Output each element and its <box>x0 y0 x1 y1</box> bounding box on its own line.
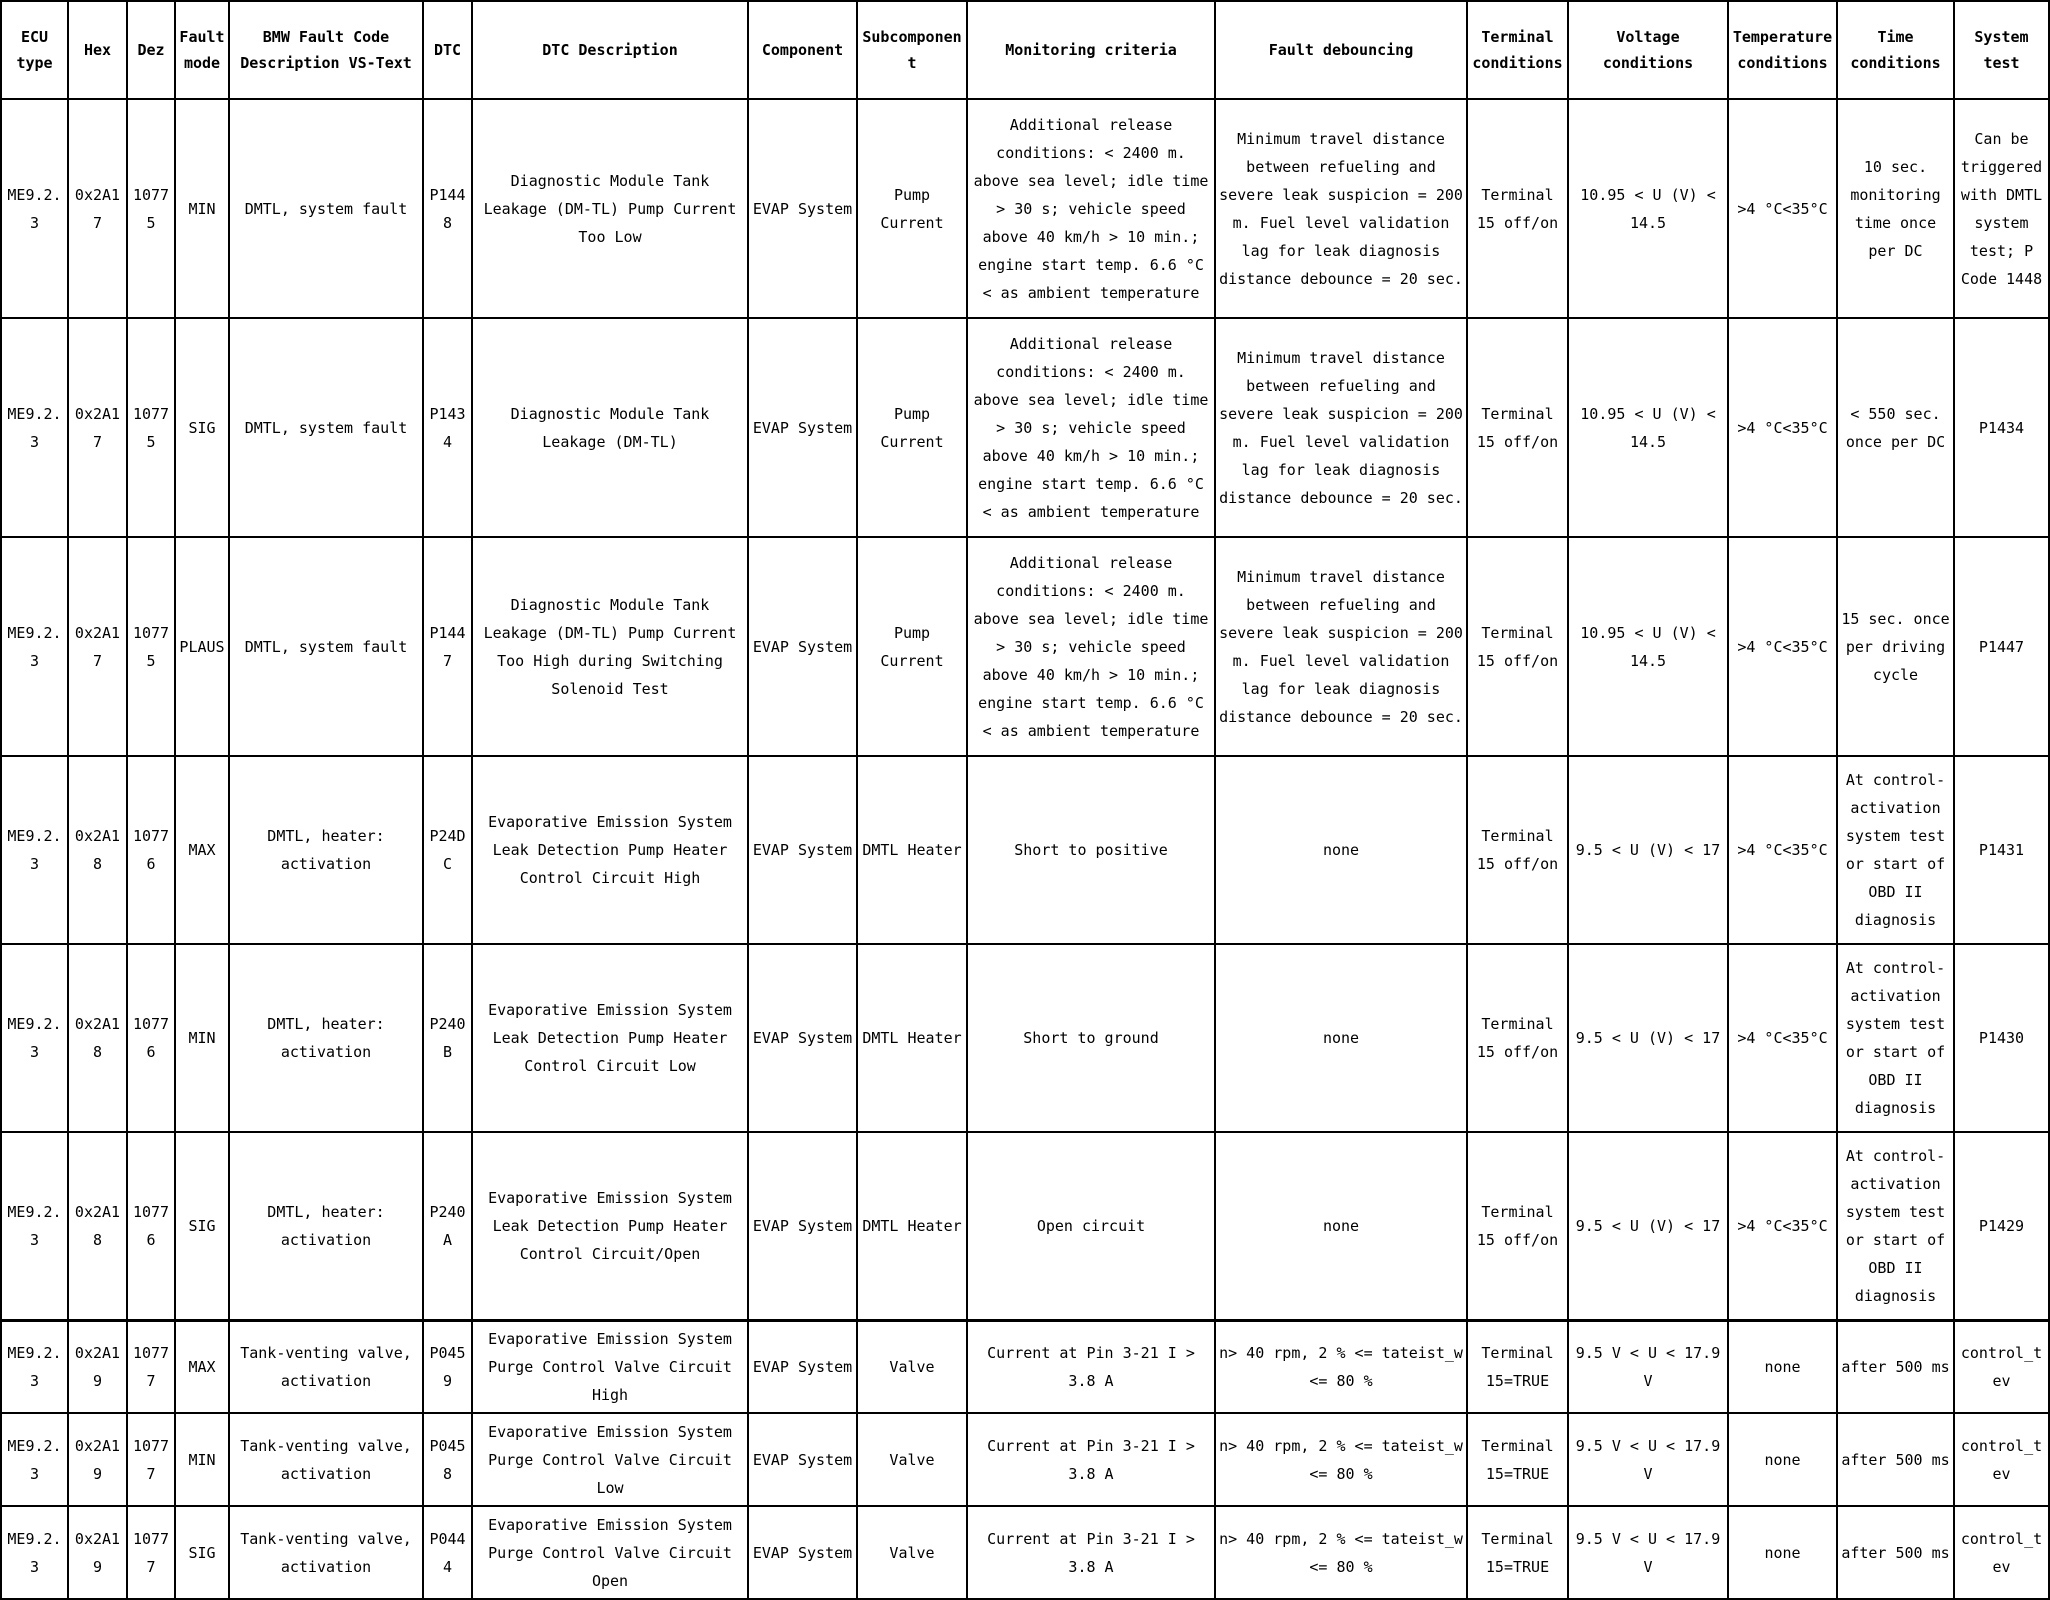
cell-time-conditions: after 500 ms <box>1837 1320 1954 1413</box>
cell-monitoring-criteria: Current at Pin 3-21 I > 3.8 A <box>967 1506 1215 1599</box>
cell-fault-debouncing: n> 40 rpm, 2 % <= tateist_w <= 80 % <box>1215 1413 1467 1506</box>
cell-fault-debouncing: Minimum travel distance between refueling and severe leak suspicion = 200 m. Fuel level validation lag for leak diagnosis distance debounce = 20 sec. <box>1215 537 1467 756</box>
cell-temperature-conditions: >4 °C<35°C <box>1728 318 1837 537</box>
header-system-test: System test <box>1954 1 2049 99</box>
cell-system-test: control_tev <box>1954 1413 2049 1506</box>
header-component: Component <box>748 1 857 99</box>
table-row <box>1 1506 2049 1599</box>
cell-subcomponent: DMTL Heater <box>857 1132 967 1320</box>
cell-ecu-type: ME9.2.3 <box>1 99 68 318</box>
cell-dtc-description: Diagnostic Module Tank Leakage (DM-TL) Pump Current Too High during Switching Solenoid Test <box>472 537 748 756</box>
cell-voltage-conditions: 9.5 < U (V) < 17 <box>1568 1132 1728 1320</box>
cell-component: EVAP System <box>748 1132 857 1320</box>
cell-component: EVAP System <box>748 537 857 756</box>
cell-component: EVAP System <box>748 99 857 318</box>
cell-dtc-description: Evaporative Emission System Leak Detection Pump Heater Control Circuit/Open <box>472 1132 748 1320</box>
cell-monitoring-criteria: Short to ground <box>967 944 1215 1132</box>
cell-hex: 0x2A18 <box>68 756 127 944</box>
cell-ecu-type: ME9.2.3 <box>1 1413 68 1506</box>
cell-voltage-conditions: 10.95 < U (V) < 14.5 <box>1568 318 1728 537</box>
cell-temperature-conditions: >4 °C<35°C <box>1728 756 1837 944</box>
header-voltage-conditions: Voltage conditions <box>1568 1 1728 99</box>
cell-subcomponent: Pump Current <box>857 537 967 756</box>
cell-terminal-conditions: Terminal 15 off/on <box>1467 944 1568 1132</box>
header-hex: Hex <box>68 1 127 99</box>
cell-bmw-description: DMTL, heater: activation <box>229 1132 423 1320</box>
table-row <box>1 318 2049 537</box>
cell-system-test: P1434 <box>1954 318 2049 537</box>
cell-terminal-conditions: Terminal 15 off/on <box>1467 318 1568 537</box>
cell-fault-mode: SIG <box>175 318 229 537</box>
cell-dtc-description: Diagnostic Module Tank Leakage (DM-TL) Pump Current Too Low <box>472 99 748 318</box>
cell-dtc: P24DC <box>423 756 472 944</box>
cell-system-test: Can be triggered with DMTL system test; P Code 1448 <box>1954 99 2049 318</box>
header-time-conditions: Time conditions <box>1837 1 1954 99</box>
cell-ecu-type: ME9.2.3 <box>1 756 68 944</box>
cell-system-test: control_tev <box>1954 1506 2049 1599</box>
cell-dtc: P240A <box>423 1132 472 1320</box>
cell-monitoring-criteria: Current at Pin 3-21 I > 3.8 A <box>967 1320 1215 1413</box>
cell-dez: 10775 <box>127 318 175 537</box>
cell-dtc: P1434 <box>423 318 472 537</box>
cell-hex: 0x2A18 <box>68 944 127 1132</box>
cell-temperature-conditions: >4 °C<35°C <box>1728 537 1837 756</box>
cell-system-test: P1447 <box>1954 537 2049 756</box>
cell-monitoring-criteria: Additional release conditions: < 2400 m. above sea level; idle time > 30 s; vehicle speed above 40 km/h > 10 min.; engine start temp. 6.6 °C < as ambient temperature <box>967 318 1215 537</box>
cell-terminal-conditions: Terminal 15=TRUE <box>1467 1320 1568 1413</box>
cell-time-conditions: after 500 ms <box>1837 1413 1954 1506</box>
cell-monitoring-criteria: Additional release conditions: < 2400 m. above sea level; idle time > 30 s; vehicle speed above 40 km/h > 10 min.; engine start temp. 6.6 °C < as ambient temperature <box>967 537 1215 756</box>
cell-fault-debouncing: n> 40 rpm, 2 % <= tateist_w <= 80 % <box>1215 1506 1467 1599</box>
cell-monitoring-criteria: Open circuit <box>967 1132 1215 1320</box>
cell-component: EVAP System <box>748 1320 857 1413</box>
cell-dez: 10777 <box>127 1320 175 1413</box>
cell-subcomponent: Pump Current <box>857 99 967 318</box>
cell-fault-mode: SIG <box>175 1506 229 1599</box>
table-row <box>1 756 2049 944</box>
table-row <box>1 537 2049 756</box>
cell-bmw-description: Tank-venting valve, activation <box>229 1506 423 1599</box>
cell-dez: 10777 <box>127 1413 175 1506</box>
cell-fault-debouncing: none <box>1215 1132 1467 1320</box>
header-terminal-conditions: Terminal conditions <box>1467 1 1568 99</box>
cell-dez: 10775 <box>127 537 175 756</box>
cell-bmw-description: DMTL, heater: activation <box>229 944 423 1132</box>
cell-dtc-description: Diagnostic Module Tank Leakage (DM-TL) <box>472 318 748 537</box>
cell-terminal-conditions: Terminal 15 off/on <box>1467 537 1568 756</box>
cell-fault-debouncing: none <box>1215 756 1467 944</box>
cell-dtc: P1447 <box>423 537 472 756</box>
cell-monitoring-criteria: Short to positive <box>967 756 1215 944</box>
cell-component: EVAP System <box>748 1413 857 1506</box>
cell-component: EVAP System <box>748 1506 857 1599</box>
cell-dez: 10775 <box>127 99 175 318</box>
cell-fault-mode: MAX <box>175 1320 229 1413</box>
cell-fault-mode: MIN <box>175 1413 229 1506</box>
cell-ecu-type: ME9.2.3 <box>1 1506 68 1599</box>
cell-dtc-description: Evaporative Emission System Leak Detection Pump Heater Control Circuit Low <box>472 944 748 1132</box>
cell-hex: 0x2A19 <box>68 1413 127 1506</box>
cell-voltage-conditions: 9.5 < U (V) < 17 <box>1568 944 1728 1132</box>
header-dez: Dez <box>127 1 175 99</box>
cell-component: EVAP System <box>748 318 857 537</box>
cell-ecu-type: ME9.2.3 <box>1 1320 68 1413</box>
cell-bmw-description: DMTL, system fault <box>229 318 423 537</box>
cell-dez: 10776 <box>127 756 175 944</box>
header-dtc-description: DTC Description <box>472 1 748 99</box>
cell-temperature-conditions: none <box>1728 1320 1837 1413</box>
cell-hex: 0x2A19 <box>68 1506 127 1599</box>
cell-dtc-description: Evaporative Emission System Purge Control Valve Circuit Low <box>472 1413 748 1506</box>
cell-terminal-conditions: Terminal 15 off/on <box>1467 1132 1568 1320</box>
cell-bmw-description: Tank-venting valve, activation <box>229 1320 423 1413</box>
cell-dtc: P240B <box>423 944 472 1132</box>
cell-monitoring-criteria: Additional release conditions: < 2400 m. above sea level; idle time > 30 s; vehicle speed above 40 km/h > 10 min.; engine start temp. 6.6 °C < as ambient temperature <box>967 99 1215 318</box>
cell-ecu-type: ME9.2.3 <box>1 537 68 756</box>
header-monitoring-criteria: Monitoring criteria <box>967 1 1215 99</box>
cell-fault-mode: MIN <box>175 944 229 1132</box>
cell-time-conditions: < 550 sec. once per DC <box>1837 318 1954 537</box>
header-dtc: DTC <box>423 1 472 99</box>
table-row <box>1 944 2049 1132</box>
cell-subcomponent: DMTL Heater <box>857 756 967 944</box>
cell-fault-mode: SIG <box>175 1132 229 1320</box>
table-row <box>1 99 2049 318</box>
cell-dtc-description: Evaporative Emission System Leak Detection Pump Heater Control Circuit High <box>472 756 748 944</box>
cell-terminal-conditions: Terminal 15 off/on <box>1467 756 1568 944</box>
cell-dtc: P0459 <box>423 1320 472 1413</box>
cell-dtc: P1448 <box>423 99 472 318</box>
header-subcomponent: Subcomponent <box>857 1 967 99</box>
cell-fault-debouncing: n> 40 rpm, 2 % <= tateist_w <= 80 % <box>1215 1320 1467 1413</box>
table-row <box>1 1320 2049 1413</box>
cell-fault-mode: PLAUS <box>175 537 229 756</box>
cell-component: EVAP System <box>748 756 857 944</box>
cell-hex: 0x2A17 <box>68 318 127 537</box>
cell-bmw-description: DMTL, heater: activation <box>229 756 423 944</box>
cell-dez: 10777 <box>127 1506 175 1599</box>
cell-dez: 10776 <box>127 944 175 1132</box>
cell-dtc-description: Evaporative Emission System Purge Control Valve Circuit Open <box>472 1506 748 1599</box>
cell-terminal-conditions: Terminal 15 off/on <box>1467 99 1568 318</box>
cell-temperature-conditions: >4 °C<35°C <box>1728 99 1837 318</box>
cell-temperature-conditions: >4 °C<35°C <box>1728 1132 1837 1320</box>
header-temperature-conditions: Temperature conditions <box>1728 1 1837 99</box>
cell-dtc: P0458 <box>423 1413 472 1506</box>
cell-temperature-conditions: none <box>1728 1506 1837 1599</box>
cell-voltage-conditions: 9.5 V < U < 17.9 V <box>1568 1320 1728 1413</box>
header-ecu-type: ECU type <box>1 1 68 99</box>
cell-temperature-conditions: >4 °C<35°C <box>1728 944 1837 1132</box>
cell-time-conditions: At control-activation system test or start of OBD II diagnosis <box>1837 944 1954 1132</box>
cell-monitoring-criteria: Current at Pin 3-21 I > 3.8 A <box>967 1413 1215 1506</box>
cell-ecu-type: ME9.2.3 <box>1 318 68 537</box>
cell-subcomponent: Valve <box>857 1413 967 1506</box>
cell-fault-debouncing: none <box>1215 944 1467 1132</box>
cell-dez: 10776 <box>127 1132 175 1320</box>
cell-terminal-conditions: Terminal 15=TRUE <box>1467 1506 1568 1599</box>
cell-ecu-type: ME9.2.3 <box>1 1132 68 1320</box>
cell-time-conditions: 15 sec. once per driving cycle <box>1837 537 1954 756</box>
cell-subcomponent: DMTL Heater <box>857 944 967 1132</box>
header-fault-mode: Fault mode <box>175 1 229 99</box>
cell-time-conditions: after 500 ms <box>1837 1506 1954 1599</box>
cell-time-conditions: 10 sec. monitoring time once per DC <box>1837 99 1954 318</box>
table-header-row <box>1 1 2049 99</box>
cell-bmw-description: DMTL, system fault <box>229 99 423 318</box>
cell-voltage-conditions: 9.5 V < U < 17.9 V <box>1568 1413 1728 1506</box>
cell-subcomponent: Valve <box>857 1320 967 1413</box>
cell-hex: 0x2A17 <box>68 99 127 318</box>
cell-ecu-type: ME9.2.3 <box>1 944 68 1132</box>
cell-voltage-conditions: 10.95 < U (V) < 14.5 <box>1568 99 1728 318</box>
cell-bmw-description: DMTL, system fault <box>229 537 423 756</box>
header-fault-debouncing: Fault debouncing <box>1215 1 1467 99</box>
cell-fault-mode: MIN <box>175 99 229 318</box>
cell-voltage-conditions: 9.5 V < U < 17.9 V <box>1568 1506 1728 1599</box>
cell-system-test: P1430 <box>1954 944 2049 1132</box>
cell-time-conditions: At control-activation system test or start of OBD II diagnosis <box>1837 1132 1954 1320</box>
cell-terminal-conditions: Terminal 15=TRUE <box>1467 1413 1568 1506</box>
cell-system-test: P1431 <box>1954 756 2049 944</box>
cell-system-test: P1429 <box>1954 1132 2049 1320</box>
header-bmw-description: BMW Fault Code Description VS-Text <box>229 1 423 99</box>
cell-fault-debouncing: Minimum travel distance between refueling and severe leak suspicion = 200 m. Fuel level validation lag for leak diagnosis distance debounce = 20 sec. <box>1215 99 1467 318</box>
cell-fault-mode: MAX <box>175 756 229 944</box>
cell-time-conditions: At control-activation system test or start of OBD II diagnosis <box>1837 756 1954 944</box>
cell-voltage-conditions: 9.5 < U (V) < 17 <box>1568 756 1728 944</box>
cell-subcomponent: Valve <box>857 1506 967 1599</box>
cell-component: EVAP System <box>748 944 857 1132</box>
cell-fault-debouncing: Minimum travel distance between refueling and severe leak suspicion = 200 m. Fuel level validation lag for leak diagnosis distance debounce = 20 sec. <box>1215 318 1467 537</box>
cell-voltage-conditions: 10.95 < U (V) < 14.5 <box>1568 537 1728 756</box>
cell-hex: 0x2A19 <box>68 1320 127 1413</box>
cell-temperature-conditions: none <box>1728 1413 1837 1506</box>
table-row <box>1 1413 2049 1506</box>
cell-bmw-description: Tank-venting valve, activation <box>229 1413 423 1506</box>
cell-dtc-description: Evaporative Emission System Purge Control Valve Circuit High <box>472 1320 748 1413</box>
cell-dtc: P0444 <box>423 1506 472 1599</box>
cell-system-test: control_tev <box>1954 1320 2049 1413</box>
cell-hex: 0x2A17 <box>68 537 127 756</box>
table-body <box>1 99 2049 1599</box>
cell-hex: 0x2A18 <box>68 1132 127 1320</box>
cell-subcomponent: Pump Current <box>857 318 967 537</box>
table-row <box>1 1132 2049 1320</box>
